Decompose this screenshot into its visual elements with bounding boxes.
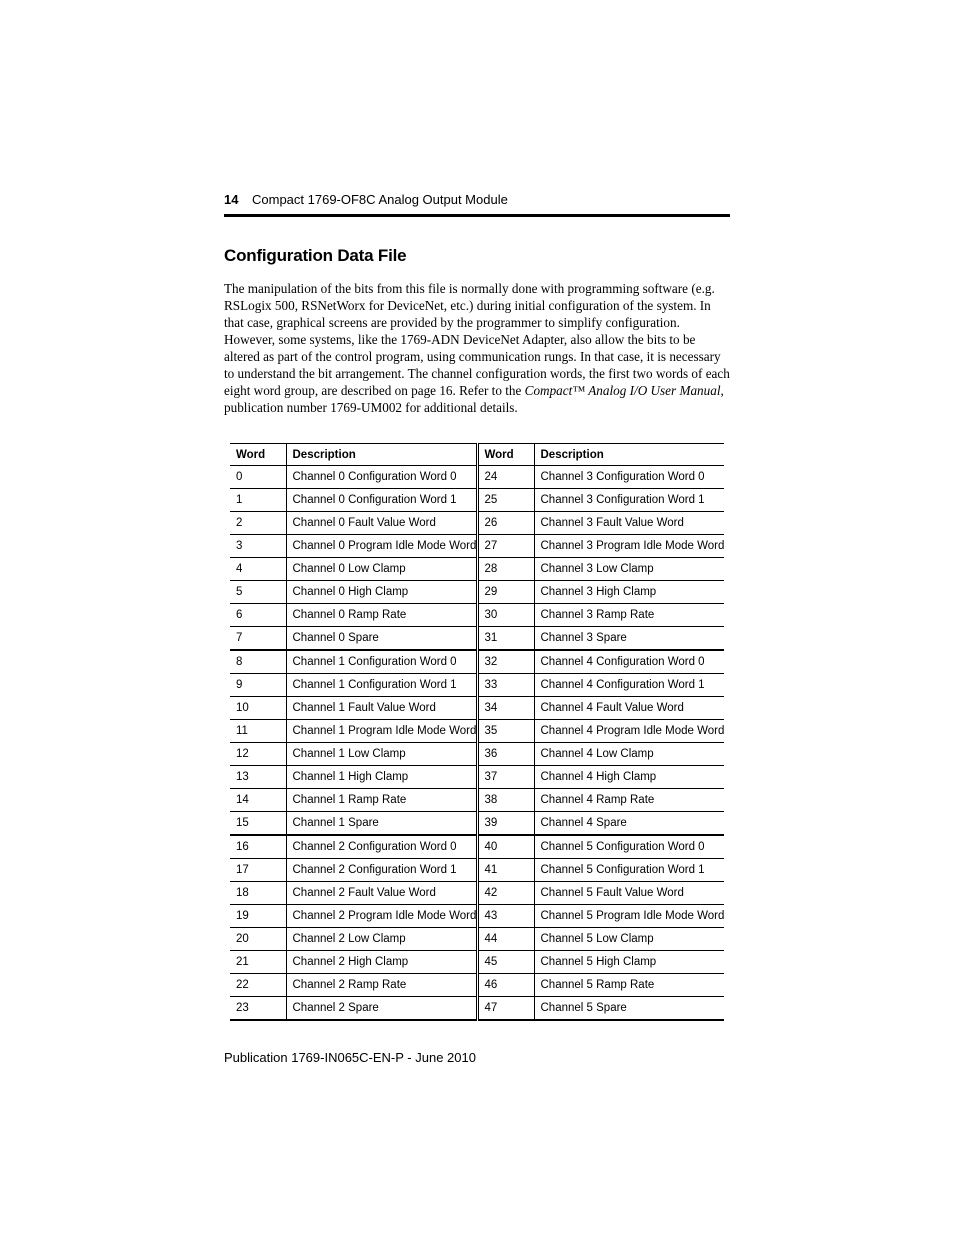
word-description-cell: Channel 1 Configuration Word 0 bbox=[286, 650, 477, 674]
table-row bbox=[230, 466, 724, 489]
word-description-cell: Channel 3 High Clamp bbox=[534, 581, 724, 604]
word-description-cell: Channel 3 Spare bbox=[534, 627, 724, 651]
word-number-cell: 20 bbox=[230, 928, 286, 951]
word-number-cell: 14 bbox=[230, 789, 286, 812]
word-number-cell: 46 bbox=[477, 974, 534, 997]
word-description-cell: Channel 4 High Clamp bbox=[534, 766, 724, 789]
word-number-cell: 25 bbox=[477, 489, 534, 512]
word-description-cell: Channel 1 High Clamp bbox=[286, 766, 477, 789]
table-row bbox=[230, 974, 724, 997]
table-row bbox=[230, 512, 724, 535]
word-description-cell: Channel 3 Configuration Word 1 bbox=[534, 489, 724, 512]
page-number: 14 bbox=[224, 192, 239, 207]
word-number-cell: 31 bbox=[477, 627, 534, 651]
configuration-word-table bbox=[230, 443, 724, 1021]
word-description-cell: Channel 4 Fault Value Word bbox=[534, 697, 724, 720]
word-number-cell: 27 bbox=[477, 535, 534, 558]
paragraph-text-end: , publication number 1769-UM002 for additional details. bbox=[224, 383, 724, 415]
word-number-cell: 44 bbox=[477, 928, 534, 951]
word-number-cell: 11 bbox=[230, 720, 286, 743]
table-row bbox=[230, 650, 724, 674]
table-row bbox=[230, 789, 724, 812]
word-number-cell: 43 bbox=[477, 905, 534, 928]
word-number-cell: 7 bbox=[230, 627, 286, 651]
table-row bbox=[230, 997, 724, 1021]
table-row bbox=[230, 627, 724, 651]
word-description-cell: Channel 0 Spare bbox=[286, 627, 477, 651]
word-number-cell: 32 bbox=[477, 650, 534, 674]
word-number-cell: 21 bbox=[230, 951, 286, 974]
table-body bbox=[230, 466, 724, 1021]
publication-footer: Publication 1769-IN065C-EN-P - June 2010 bbox=[224, 1050, 476, 1065]
column-header-description: Description bbox=[534, 444, 724, 466]
table-row bbox=[230, 535, 724, 558]
word-description-cell: Channel 0 Low Clamp bbox=[286, 558, 477, 581]
word-description-cell: Channel 1 Spare bbox=[286, 812, 477, 836]
word-description-cell: Channel 2 High Clamp bbox=[286, 951, 477, 974]
word-number-cell: 15 bbox=[230, 812, 286, 836]
word-number-cell: 4 bbox=[230, 558, 286, 581]
word-description-cell: Channel 2 Configuration Word 1 bbox=[286, 859, 477, 882]
word-number-cell: 34 bbox=[477, 697, 534, 720]
word-description-cell: Channel 1 Low Clamp bbox=[286, 743, 477, 766]
word-description-cell: Channel 5 Configuration Word 0 bbox=[534, 835, 724, 859]
section-heading: Configuration Data File bbox=[224, 246, 407, 265]
word-description-cell: Channel 4 Program Idle Mode Word bbox=[534, 720, 724, 743]
word-description-cell: Channel 4 Configuration Word 1 bbox=[534, 674, 724, 697]
table-row bbox=[230, 812, 724, 836]
table-row bbox=[230, 558, 724, 581]
word-number-cell: 23 bbox=[230, 997, 286, 1021]
word-description-cell: Channel 0 Configuration Word 1 bbox=[286, 489, 477, 512]
table-row bbox=[230, 743, 724, 766]
table-row bbox=[230, 489, 724, 512]
body-paragraph bbox=[224, 280, 730, 416]
word-number-cell: 40 bbox=[477, 835, 534, 859]
word-description-cell: Channel 5 Configuration Word 1 bbox=[534, 859, 724, 882]
column-header-description: Description bbox=[286, 444, 477, 466]
word-number-cell: 26 bbox=[477, 512, 534, 535]
word-description-cell: Channel 1 Fault Value Word bbox=[286, 697, 477, 720]
table-row bbox=[230, 604, 724, 627]
table-row bbox=[230, 835, 724, 859]
word-description-cell: Channel 2 Spare bbox=[286, 997, 477, 1021]
word-description-cell: Channel 2 Low Clamp bbox=[286, 928, 477, 951]
word-number-cell: 17 bbox=[230, 859, 286, 882]
word-description-cell: Channel 0 Ramp Rate bbox=[286, 604, 477, 627]
table-row bbox=[230, 882, 724, 905]
table-row bbox=[230, 720, 724, 743]
word-number-cell: 3 bbox=[230, 535, 286, 558]
word-number-cell: 28 bbox=[477, 558, 534, 581]
word-number-cell: 36 bbox=[477, 743, 534, 766]
word-number-cell: 9 bbox=[230, 674, 286, 697]
column-header-word: Word bbox=[477, 444, 534, 466]
word-number-cell: 16 bbox=[230, 835, 286, 859]
word-number-cell: 35 bbox=[477, 720, 534, 743]
word-description-cell: Channel 2 Ramp Rate bbox=[286, 974, 477, 997]
word-number-cell: 42 bbox=[477, 882, 534, 905]
word-description-cell: Channel 3 Low Clamp bbox=[534, 558, 724, 581]
column-header-word: Word bbox=[230, 444, 286, 466]
word-number-cell: 5 bbox=[230, 581, 286, 604]
table-row bbox=[230, 766, 724, 789]
word-description-cell: Channel 0 Fault Value Word bbox=[286, 512, 477, 535]
word-description-cell: Channel 4 Low Clamp bbox=[534, 743, 724, 766]
word-description-cell: Channel 0 Configuration Word 0 bbox=[286, 466, 477, 489]
word-description-cell: Channel 2 Program Idle Mode Word bbox=[286, 905, 477, 928]
word-number-cell: 41 bbox=[477, 859, 534, 882]
table-row bbox=[230, 928, 724, 951]
word-description-cell: Channel 5 Spare bbox=[534, 997, 724, 1021]
word-number-cell: 45 bbox=[477, 951, 534, 974]
manual-reference: Compact™ Analog I/O User Manual bbox=[524, 383, 721, 398]
word-description-cell: Channel 0 High Clamp bbox=[286, 581, 477, 604]
word-number-cell: 10 bbox=[230, 697, 286, 720]
word-number-cell: 38 bbox=[477, 789, 534, 812]
table-row bbox=[230, 951, 724, 974]
word-description-cell: Channel 1 Configuration Word 1 bbox=[286, 674, 477, 697]
word-description-cell: Channel 2 Fault Value Word bbox=[286, 882, 477, 905]
word-number-cell: 22 bbox=[230, 974, 286, 997]
word-description-cell: Channel 5 Program Idle Mode Word bbox=[534, 905, 724, 928]
document-title: Compact 1769-OF8C Analog Output Module bbox=[252, 192, 508, 207]
word-number-cell: 18 bbox=[230, 882, 286, 905]
word-number-cell: 29 bbox=[477, 581, 534, 604]
word-number-cell: 30 bbox=[477, 604, 534, 627]
word-description-cell: Channel 4 Configuration Word 0 bbox=[534, 650, 724, 674]
word-description-cell: Channel 2 Configuration Word 0 bbox=[286, 835, 477, 859]
word-description-cell: Channel 5 Ramp Rate bbox=[534, 974, 724, 997]
word-number-cell: 12 bbox=[230, 743, 286, 766]
word-description-cell: Channel 5 Fault Value Word bbox=[534, 882, 724, 905]
word-number-cell: 19 bbox=[230, 905, 286, 928]
word-number-cell: 47 bbox=[477, 997, 534, 1021]
word-description-cell: Channel 1 Ramp Rate bbox=[286, 789, 477, 812]
table-row bbox=[230, 674, 724, 697]
word-number-cell: 8 bbox=[230, 650, 286, 674]
word-number-cell: 37 bbox=[477, 766, 534, 789]
word-number-cell: 2 bbox=[230, 512, 286, 535]
word-description-cell: Channel 3 Ramp Rate bbox=[534, 604, 724, 627]
word-number-cell: 13 bbox=[230, 766, 286, 789]
word-number-cell: 1 bbox=[230, 489, 286, 512]
word-description-cell: Channel 3 Configuration Word 0 bbox=[534, 466, 724, 489]
word-description-cell: Channel 3 Program Idle Mode Word bbox=[534, 535, 724, 558]
word-number-cell: 24 bbox=[477, 466, 534, 489]
word-description-cell: Channel 1 Program Idle Mode Word bbox=[286, 720, 477, 743]
table-row bbox=[230, 581, 724, 604]
word-number-cell: 33 bbox=[477, 674, 534, 697]
table-row bbox=[230, 859, 724, 882]
word-description-cell: Channel 4 Spare bbox=[534, 812, 724, 836]
paragraph-text: The manipulation of the bits from this file is normally done with programming software (e.g. RSLogix 500, RSNetWorx for DeviceNet, etc.) during initial configuration of the system. In that case, graphical screens are provided by the programmer to simplify configuration. However, some systems, like the 1769-ADN DeviceNet Adapter, also allow the bits to be altered as part of the control program, using communication rungs. In that case, it is necessary to understand the bit arrangement. The channel configuration words, the first two words of each eight word group, are described on page 16. Refer to the bbox=[224, 281, 730, 398]
table-row bbox=[230, 905, 724, 928]
word-description-cell: Channel 3 Fault Value Word bbox=[534, 512, 724, 535]
word-description-cell: Channel 5 High Clamp bbox=[534, 951, 724, 974]
word-description-cell: Channel 0 Program Idle Mode Word bbox=[286, 535, 477, 558]
word-number-cell: 6 bbox=[230, 604, 286, 627]
word-description-cell: Channel 4 Ramp Rate bbox=[534, 789, 724, 812]
page-header bbox=[224, 192, 730, 217]
word-description-cell: Channel 5 Low Clamp bbox=[534, 928, 724, 951]
word-number-cell: 39 bbox=[477, 812, 534, 836]
word-number-cell: 0 bbox=[230, 466, 286, 489]
table-header-row bbox=[230, 444, 724, 466]
table-row bbox=[230, 697, 724, 720]
